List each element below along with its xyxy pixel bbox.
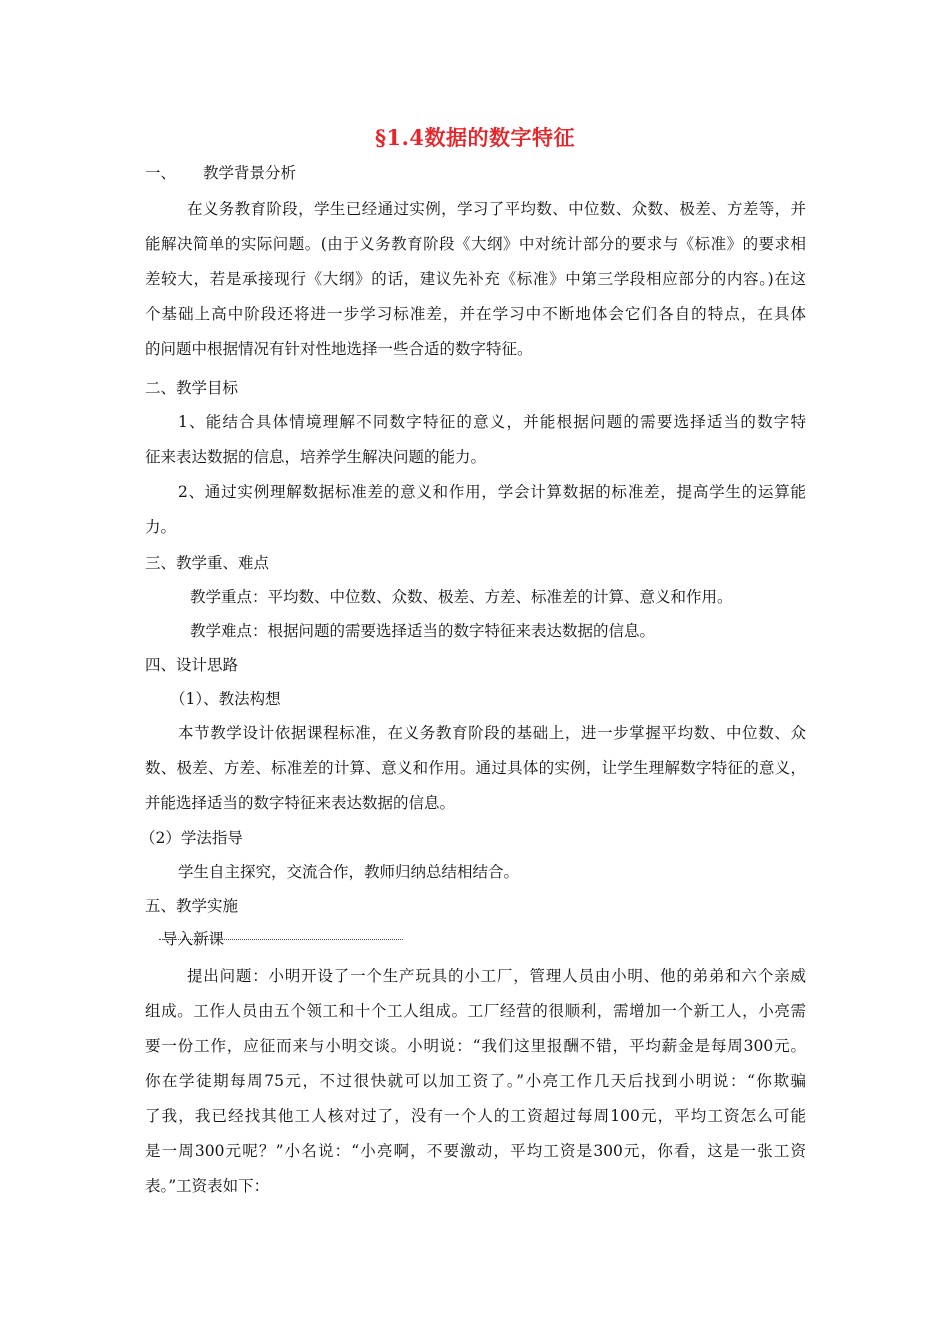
paragraph-line: 的问题中根据情况有针对性地选择一些合适的数字特征。	[145, 340, 533, 358]
paragraph-line: 个基础上高中阶段还将进一步学习标准差，并在学习中不断地体会它们各自的特点，在具体	[145, 305, 806, 323]
section-heading: 二、教学目标	[145, 379, 239, 397]
paragraph-line: 在义务教育阶段，学生已经通过实例，学习了平均数、中位数、众数、极差、方差等，并	[187, 200, 806, 218]
subsection-heading: 导入新课	[162, 930, 225, 948]
paragraph-line: 能解决简单的实际问题。(由于义务教育阶段《大纲》中对统计部分的要求与《标准》的要求相	[145, 235, 806, 253]
section-heading: 五、教学实施	[145, 897, 239, 915]
paragraph-line: 2、通过实例理解数据标准差的意义和作用，学会计算数据的标准差，提高学生的运算能	[178, 483, 806, 501]
subsection-heading: （1）、教法构想	[170, 690, 281, 708]
section-heading: 教学背景分析	[203, 164, 297, 182]
paragraph-line: 数、极差、方差、标准差的计算、意义和作用。通过具体的实例，让学生理解数字特征的意义，	[145, 759, 806, 777]
paragraph-line: 表。”工资表如下：	[145, 1177, 270, 1195]
heading-underline	[159, 939, 403, 940]
paragraph-line: 征来表达数据的信息，培养学生解决问题的能力。	[145, 448, 487, 466]
paragraph-line: 是一周300元呢？”小名说：“小亮啊，不要激动，平均工资是300元，你看，这是一张工资	[145, 1142, 806, 1160]
section-number: 一、	[145, 164, 177, 182]
section-heading: 四、设计思路	[145, 656, 239, 674]
paragraph-line: 组成。工作人员由五个领工和十个工人组成。工厂经营的很顺利，需增加一个新工人，小亮需	[145, 1002, 806, 1020]
paragraph-line: 本节教学设计依据课程标准，在义务教育阶段的基础上，进一步掌握平均数、中位数、众	[178, 724, 806, 742]
paragraph-line: 学生自主探究，交流合作，教师归纳总结相结合。	[178, 863, 520, 881]
paragraph-line: 1、能结合具体情境理解不同数字特征的意义，并能根据问题的需要选择适当的数字特	[178, 413, 806, 431]
paragraph-line: 要一份工作，应征而来与小明交谈。小明说：“我们这里报酬不错，平均薪金是每周300元。	[145, 1037, 806, 1055]
subsection-heading: （2）学法指导	[140, 829, 243, 847]
paragraph-line: 力。	[145, 518, 177, 536]
paragraph-line: 你在学徒期每周75元，不过很快就可以加工资了。”小亮工作几天后找到小明说：“你欺骗	[145, 1072, 806, 1090]
paragraph-line: 提出问题：小明开设了一个生产玩具的小工厂，管理人员由小明、他的弟弟和六个亲威	[187, 967, 806, 985]
document-title: §1.4数据的数字特征	[374, 125, 576, 150]
paragraph-line: 教学难点：根据问题的需要选择适当的数字特征来表达数据的信息。	[190, 622, 656, 640]
paragraph-line: 差较大，若是承接现行《大纲》的话，建议先补充《标准》中第三学段相应部分的内容。)在这	[145, 270, 806, 288]
paragraph-line: 了我，我已经找其他工人核对过了，没有一个人的工资超过每周100元，平均工资怎么可能	[145, 1107, 806, 1125]
section-heading: 三、教学重、难点	[145, 554, 270, 572]
paragraph-line: 并能选择适当的数字特征来表达数据的信息。	[145, 794, 456, 812]
paragraph-line: 教学重点：平均数、中位数、众数、极差、方差、标准差的计算、意义和作用。	[190, 588, 733, 606]
